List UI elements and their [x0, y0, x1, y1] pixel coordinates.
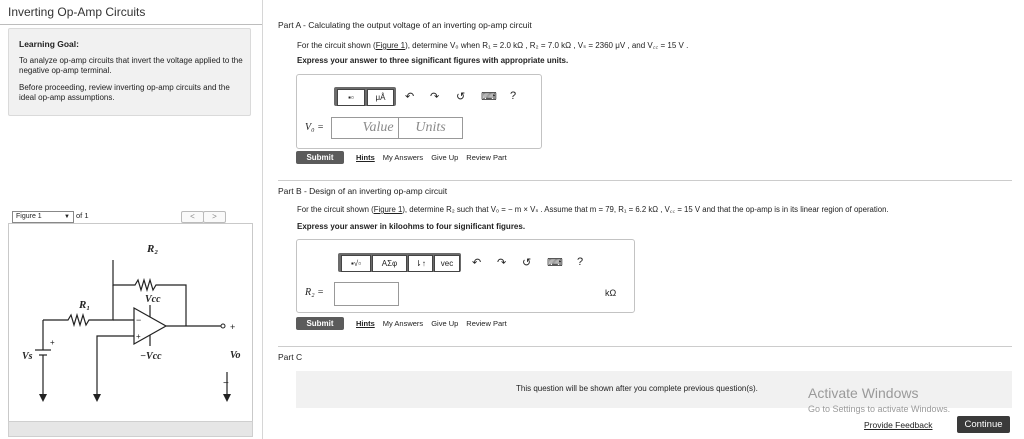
partB-title: Part B - Design of an inverting op-amp circuit — [278, 186, 448, 196]
continue-button[interactable]: Continue — [957, 416, 1010, 433]
op-amp-circuit-diagram — [8, 224, 251, 420]
partA-question: For the circuit shown (Figure 1), determine V₀ when R₁ = 2.0 kΩ , R₂ = 7.0 kΩ , Vₛ = 2360 μV , and V꜀꜀ = 15 V . — [297, 41, 689, 50]
learning-goal-text: To analyze op-amp circuits that invert the voltage applied to the negative op-amp terminal. — [19, 56, 243, 75]
figure-prev-button[interactable]: < — [181, 211, 204, 223]
partB-links — [356, 319, 515, 328]
partB-give-up-link[interactable]: Give Up — [431, 319, 459, 328]
partA-figure-link[interactable]: Figure 1 — [375, 41, 406, 50]
partB-my-answers-link[interactable]: My Answers — [382, 319, 424, 328]
chevron-down-icon: ▼ — [64, 214, 70, 220]
partB-divider — [278, 346, 1012, 347]
math-template-button[interactable]: ▪√▫ — [341, 255, 371, 272]
r1-label: R₁ — [79, 299, 91, 311]
partB-answer-box — [296, 239, 635, 313]
r2-label: R₂ — [147, 243, 159, 255]
figure-scrollbar[interactable] — [8, 421, 253, 437]
partC-title: Part C — [278, 352, 303, 362]
title-divider — [0, 24, 262, 25]
partA-hints-link[interactable]: Hints — [356, 153, 375, 162]
provide-feedback-link[interactable]: Provide Feedback — [864, 420, 933, 430]
opamp-minus-terminal: − — [136, 315, 142, 325]
reset-icon[interactable]: ↺ — [522, 257, 532, 269]
partB-hints-link[interactable]: Hints — [356, 319, 375, 328]
redo-icon[interactable]: ↷ — [497, 257, 507, 269]
partB-figure-link[interactable]: Figure 1 — [373, 205, 403, 214]
neg-vcc-label: −Vcc — [140, 351, 162, 362]
source-plus-sign: + — [50, 338, 55, 347]
undo-icon[interactable]: ↶ — [472, 257, 482, 269]
help-icon[interactable]: ? — [510, 90, 517, 102]
page-title: Inverting Op-Amp Circuits — [8, 5, 146, 19]
activate-windows-title: Activate Windows — [808, 385, 919, 401]
partB-toolbar-group — [338, 253, 461, 272]
arrows-button[interactable]: ⇂↑ — [408, 255, 433, 272]
partA-my-answers-link[interactable]: My Answers — [382, 153, 424, 162]
partA-review-link[interactable]: Review Part — [466, 153, 507, 162]
left-panel-border — [262, 0, 263, 439]
template-button[interactable]: ▪▫ — [337, 89, 365, 106]
learning-goal-box — [8, 28, 251, 116]
opamp-plus-terminal: + — [136, 332, 141, 341]
figure-count: of 1 — [76, 211, 89, 220]
partA-answer-label: V₀ = — [305, 122, 324, 133]
vo-label: Vo — [230, 350, 241, 361]
partB-submit-button[interactable]: Submit — [296, 317, 344, 330]
value-input[interactable]: Value — [331, 117, 425, 139]
units-input[interactable]: Units — [398, 117, 463, 139]
vs-label: Vs — [22, 351, 33, 362]
redo-icon[interactable]: ↷ — [430, 91, 440, 103]
figure-select-value: Figure 1 — [16, 213, 42, 220]
partA-links — [356, 153, 515, 162]
reset-icon[interactable]: ↺ — [456, 91, 466, 103]
partB-question: For the circuit shown (Figure 1), determine R₂ such that V₀ = − m × Vₛ . Assume that m = 79, R₁ = 6.2 kΩ , V꜀꜀ = 15 V and that the op-amp is in its linear region of operation. — [297, 205, 889, 214]
learning-goal-review-text: Before proceeding, review inverting op-amp circuits and the ideal op-amp assumptions. — [19, 83, 230, 102]
undo-icon[interactable]: ↶ — [405, 91, 415, 103]
output-plus-sign: + — [230, 322, 236, 332]
greek-button[interactable]: ΑΣφ — [372, 255, 407, 272]
partB-unit-label: kΩ — [605, 288, 617, 298]
learning-goal-title: Learning Goal: — [19, 39, 79, 49]
activate-windows-subtitle: Go to Settings to activate Windows. — [808, 404, 951, 414]
keyboard-icon[interactable]: ⌨ — [547, 257, 563, 269]
partA-give-up-link[interactable]: Give Up — [431, 153, 459, 162]
keyboard-icon[interactable]: ⌨ — [481, 91, 497, 103]
partB-review-link[interactable]: Review Part — [466, 319, 507, 328]
partA-divider — [278, 180, 1012, 181]
partA-submit-button[interactable]: Submit — [296, 151, 344, 164]
partA-toolbar-group — [334, 87, 396, 106]
units-button[interactable]: μÅ — [367, 89, 394, 106]
partA-instruction: Express your answer to three significant figures with appropriate units. — [297, 56, 569, 65]
vcc-label: Vcc — [145, 294, 161, 305]
vec-button[interactable]: vec — [434, 255, 460, 272]
output-minus-sign: − — [223, 378, 229, 389]
partA-title: Part A - Calculating the output voltage of an inverting op-amp circuit — [278, 20, 532, 30]
figure-select[interactable] — [12, 211, 74, 223]
partC-message: This question will be shown after you complete previous question(s). — [516, 384, 758, 393]
partB-answer-label: R₂ = — [305, 287, 324, 298]
partB-instruction: Express your answer in kiloohms to four significant figures. — [297, 222, 526, 231]
r2-answer-input[interactable] — [334, 282, 399, 306]
figure-next-button[interactable]: > — [203, 211, 226, 223]
help-icon[interactable]: ? — [577, 256, 584, 268]
partA-answer-box — [296, 74, 542, 149]
